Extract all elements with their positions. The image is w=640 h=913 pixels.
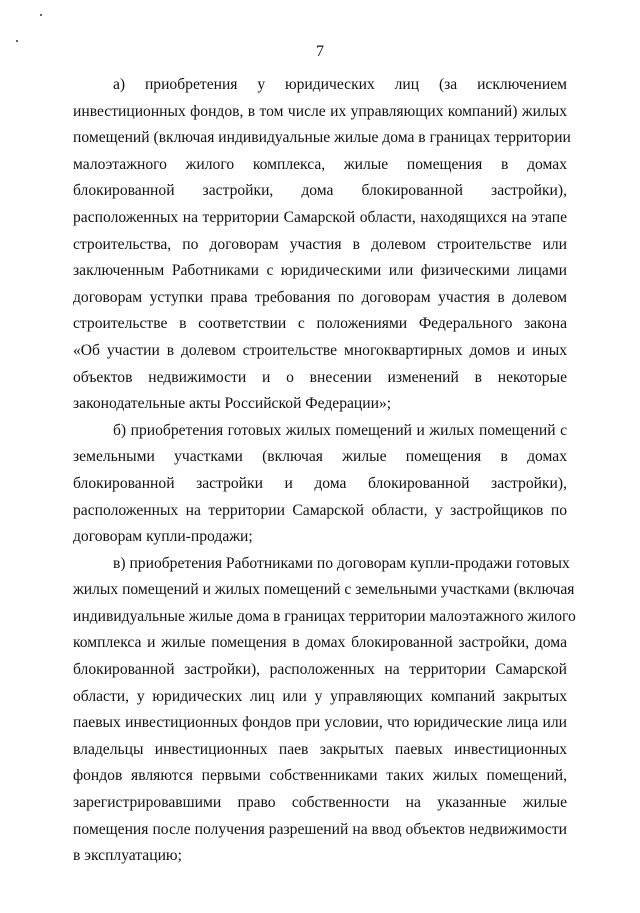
text-line: владельцы инвестиционных паев закрытых паевых инвестиционных	[73, 740, 567, 758]
document-body	[73, 72, 576, 870]
text-line: договорам уступки права требования по договорам участия в долевом	[73, 288, 567, 306]
text-line: объектов недвижимости и о внесении изменений в некоторые	[73, 368, 567, 386]
text-line: строительства, по договорам участия в долевом строительстве или	[73, 235, 567, 253]
page-number: 7	[316, 43, 324, 60]
text-line: заключенным Работниками с юридическими или физическими лицами	[73, 262, 567, 280]
text-line: помещения после получения разрешений на ввод объектов недвижимости	[73, 820, 567, 838]
scan-speck	[40, 14, 42, 16]
text-line: в) приобретения Работниками по договорам купли-продажи готовых	[113, 554, 570, 572]
text-line: законодательные акты Российской Федерации»;	[73, 395, 392, 413]
text-line: «Об участии в долевом строительстве многоквартирных домов и иных	[73, 341, 567, 359]
text-line: зарегистрировавшими право собственности на указанные жилые	[73, 794, 567, 812]
text-line: инвестиционных фондов, в том числе их управляющих компаний) жилых	[73, 102, 567, 120]
text-line: блокированной застройки, дома блокированной застройки),	[73, 182, 567, 200]
text-line: расположенных на территории Самарской области, у застройщиков по	[73, 501, 567, 519]
text-line: блокированной застройки и дома блокированной застройки),	[73, 474, 567, 492]
text-line: б) приобретения готовых жилых помещений и жилых помещений с	[113, 421, 567, 439]
paragraph-b	[73, 418, 567, 551]
text-line: паевых инвестиционных фондов при условии, что юридические лица или	[73, 714, 567, 732]
text-line: индивидуальные жилые дома в границах территории малоэтажного жилого	[73, 607, 576, 625]
text-line: помещений (включая индивидуальные жилые дома в границах территории	[73, 129, 571, 147]
text-line: договорам купли-продажи;	[73, 528, 253, 546]
text-line: комплекса и жилые помещения в домах блокированной застройки, дома	[73, 634, 567, 652]
text-line: малоэтажного жилого комплекса, жилые помещения в домах	[73, 155, 567, 173]
paragraph-a	[73, 72, 571, 418]
text-line: области, у юридических лиц или у управляющих компаний закрытых	[73, 687, 567, 705]
text-line: в эксплуатацию;	[73, 847, 182, 865]
text-line: а) приобретения у юридических лиц (за исключением	[113, 76, 567, 93]
text-line: блокированной застройки), расположенных на территории Самарской	[73, 661, 567, 679]
text-line: расположенных на территории Самарской области, находящихся на этапе	[73, 208, 567, 226]
text-line: фондов являются первыми собственниками таких жилых помещений,	[73, 767, 567, 785]
paragraph-v	[73, 551, 576, 870]
text-line: жилых помещений и жилых помещений с земельными участками (включая	[73, 581, 575, 599]
text-line: земельными участками (включая жилые помещения в домах	[73, 448, 567, 466]
text-line: строительстве в соответствии с положениями Федерального закона	[73, 315, 567, 333]
